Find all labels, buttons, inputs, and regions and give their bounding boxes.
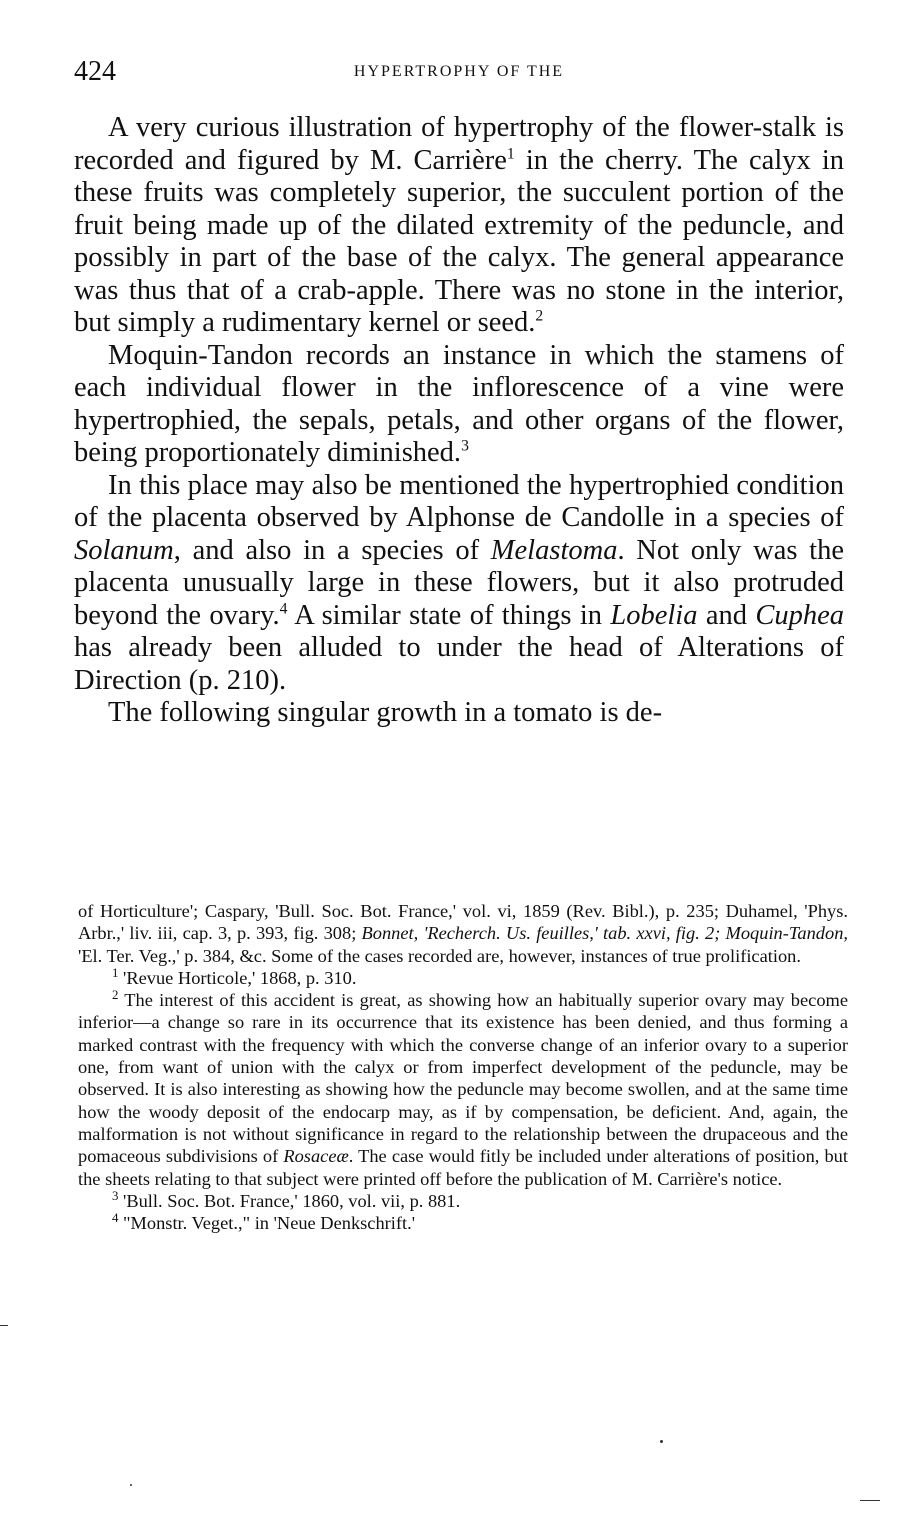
text-run: The following singular growth in a tomato is de- [108,697,663,728]
taxon-name: Lobelia [610,599,698,631]
scan-speck [130,1484,132,1486]
running-head: HYPERTROPHY OF THE [353,63,565,80]
footnote-1 [78,967,848,989]
footnote-ref: 3 [461,437,469,455]
footnote-continuation [78,900,848,967]
text-run: in the cherry. The calyx in these fruits was completely superior, the succulent portion of the fruit being made up of the dilated extremity of the peduncle, and possibly in part of the base of the calyx. The general appearance was thus that of a crab-apple. There was no stone in the interior, but simply a rudimentary kernel or seed. [74,144,844,338]
scan-speck [860,1500,880,1501]
scan-speck [660,1440,663,1443]
text-run: "Monstr. Veget.," in 'Neue Denkschrift.' [118,1213,416,1234]
taxon-name: Melastoma [490,534,618,566]
paragraph-cherry [74,112,844,340]
text-run: of Horticulture'; Caspary, 'Bull. Soc. Bot. France,' vol. vi, 1859 (Rev. Bibl.), p. 235; Duhamel, 'Phys. Arbr.,' liv. iii, cap. 3, p. 393, fig. 308; [78,901,848,944]
footnote-3 [78,1190,848,1212]
text-run: In this place may also be mentioned the hypertrophied condition of the placenta observed by Alphonse de Candolle in a species of [74,469,844,533]
text-run: A similar state of things in [287,599,611,631]
text-run: . Not only was the placenta unusually large in these flowers, but it also protruded beyond the ovary. [74,534,844,631]
text-run: A very curious illustration of hypertrophy of the flower-stalk is recorded and figured by M. Carrière [74,112,844,176]
footnote-ref: 2 [535,307,544,325]
text-run: The interest of this accident is great, as showing how an habitually superior ovary may become inferior—a change so rare in its occurrence that its existence has been denied, and thus forming a marked contrast with the frequency with which the converse change of an inferior ovary to a superior one, from want of union with the calyx or from imperfect development of the peduncle, may be observed. It is also interesting as showing how the peduncle may become swollen, and at the same time how the woody deposit of the endocarp may, as if by compensation, be deficient. And, again, the malformation is not without significance in regard to the relationship between the drupaceous and the pomaceous subdivisions of [78,990,848,1167]
footnote-marker: 3 [112,1188,119,1203]
text-run: Moquin-Tandon records an instance in which the stamens of each individual flower in the inflorescence of a vine were hypertrophied, the sepals, petals, and other organs of the flower, being proportionately diminished. [74,339,844,468]
text-run: 'El. Ter. Veg.,' p. 384, &c. Some of the cases recorded are, however, instances of true prolification. [78,945,801,966]
taxon-name: Rosaceæ [283,1146,349,1167]
footnote-ref: 1 [506,145,515,162]
italic-run: Bonnet, 'Recherch. Us. feuilles,' tab. xxvi, fig. 2; Moquin-Tandon, [361,923,848,944]
main-text [74,112,844,730]
footnote-2 [78,989,848,1190]
footnote-marker: 1 [112,965,119,980]
text-run: 'Bull. Soc. Bot. France,' 1860, vol. vii, p. 881. [118,1190,461,1211]
footnote-marker: 2 [112,988,119,1003]
paragraph-moquin-tandon [74,340,844,470]
page-header [74,56,844,88]
taxon-name: Cuphea [755,599,844,631]
text-run: has already been alluded to under the head of Alterations of Direction (p. 210). [74,632,844,696]
text-run: , and also in a species of [173,534,491,566]
paragraph-tomato [74,697,844,730]
footnotes [78,900,848,1234]
text-run: 'Revue Horticole,' 1868, p. 310. [118,967,357,988]
footnote-marker: 4 [112,1211,119,1226]
scan-speck [0,1325,8,1326]
page-number: 424 [74,56,116,87]
footnote-ref: 4 [279,600,288,617]
footnote-4 [78,1212,848,1234]
taxon-name: Solanum [74,534,174,566]
paragraph-placenta [74,470,844,698]
text-run: and [697,599,756,631]
text-run: . The case would fitly be included under alterations of position, but the sheets relating to that subject were printed off before the publication of M. Carrière's notice. [78,1146,848,1189]
